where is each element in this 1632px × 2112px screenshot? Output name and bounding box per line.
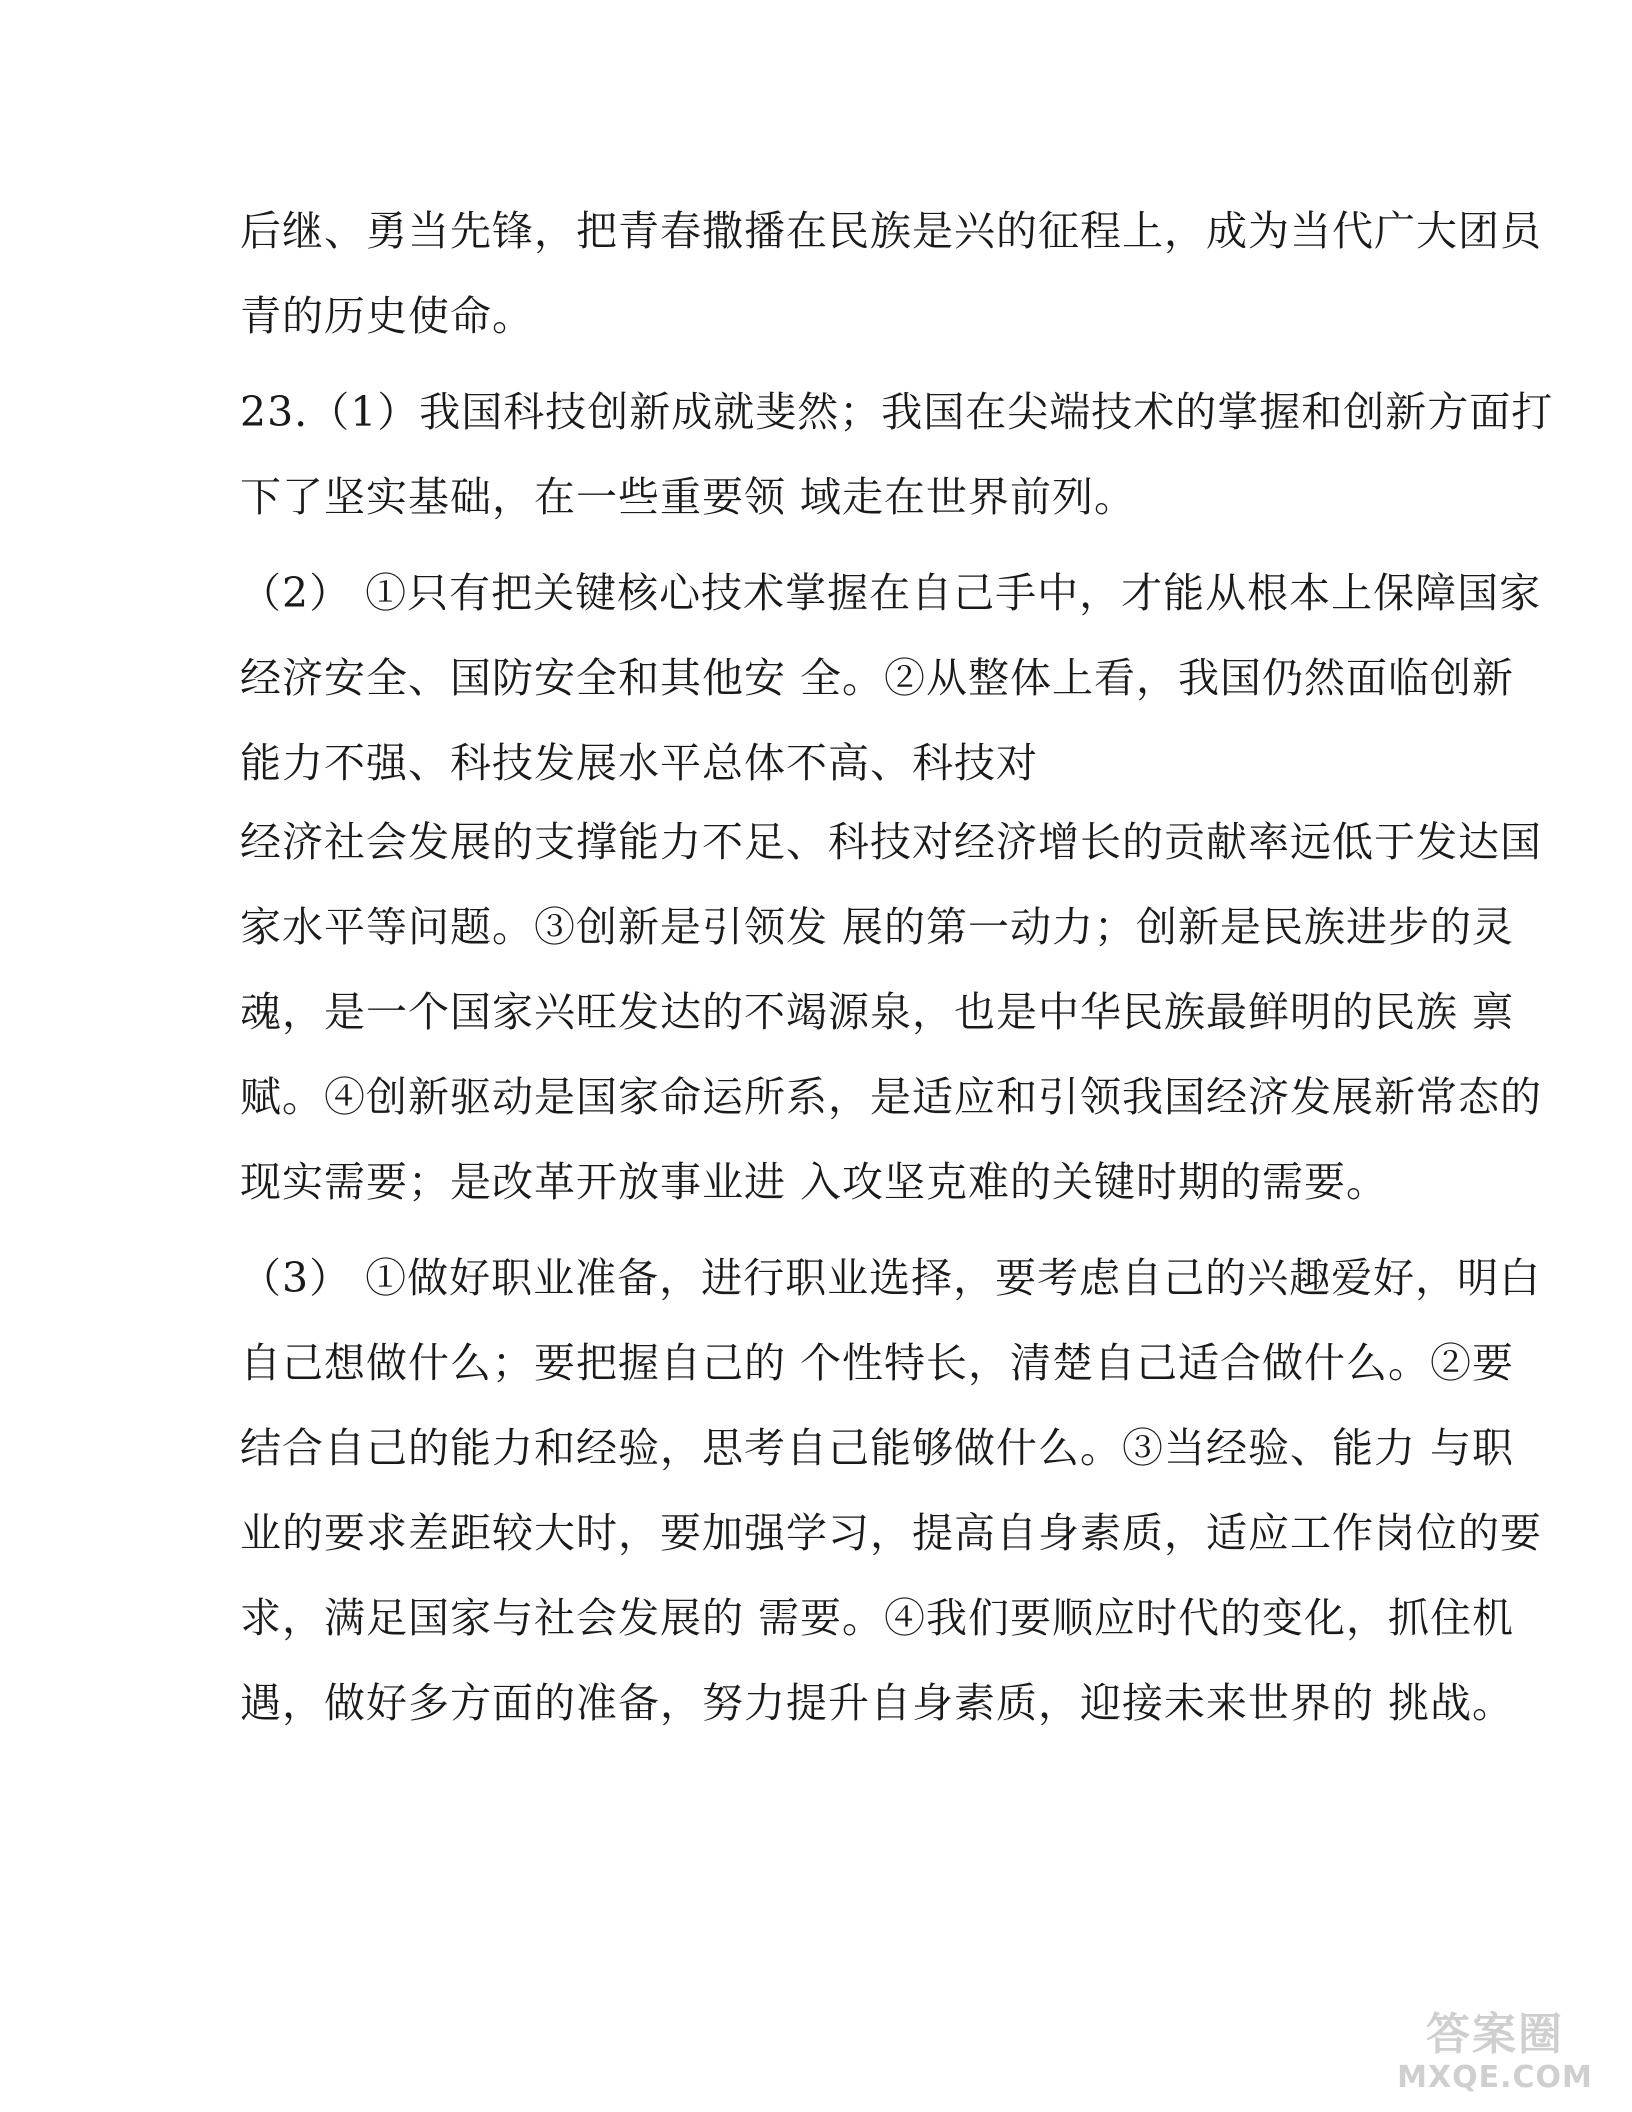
text-line: （3） ①做好职业准备，进行职业选择，要考虑自己的兴趣爱好，明白 [240,1254,1542,1302]
text-line: 魂，是一个国家兴旺发达的不竭源泉，也是中华民族最鲜明的民族 禀 [240,988,1515,1036]
text-line: 23.（1）我国科技创新成就斐然；我国在尖端技术的掌握和创新方面打 [240,388,1554,436]
text-line: （2） ①只有把关键核心技术掌握在自己手中，才能从根本上保障国家 [240,569,1542,617]
text-line: 结合自己的能力和经验，思考自己能够做什么。③当经验、能力 与职 [240,1424,1515,1472]
text-line: 赋。④创新驱动是国家命运所系，是适应和引领我国经济发展新常态的 [240,1073,1542,1121]
text-line: 求，满足国家与社会发展的 需要。④我们要顺应时代的变化，抓住机 [240,1594,1515,1642]
text-line: 青的历史使命。 [240,292,534,340]
text-line: 下了坚实基础，在一些重要领 域走在世界前列。 [240,473,1137,521]
text-line: 业的要求差距较大时，要加强学习，提高自身素质，适应工作岗位的要 [240,1509,1542,1557]
text-line: 后继、勇当先锋，把青春撒播在民族是兴的征程上，成为当代广大团员 [240,207,1542,255]
watermark-top-text: 答案圈 [1426,2009,1564,2060]
watermark-logo [1380,2009,1610,2104]
text-line: 遇，做好多方面的准备，努力提升自身素质，迎接未来世界的 挑战。 [240,1679,1515,1727]
text-line: 经济安全、国防安全和其他安 全。②从整体上看，我国仍然面临创新 [240,654,1515,702]
text-line: 自己想做什么；要把握自己的 个性特长，清楚自己适合做什么。②要 [240,1339,1515,1387]
text-line: 经济社会发展的支撑能力不足、科技对经济增长的贡献率远低于发达国 [240,818,1542,866]
watermark-bottom-text: MXQE.COM [1397,2060,1593,2095]
text-line: 家水平等问题。③创新是引领发 展的第一动力；创新是民族进步的灵 [240,903,1515,951]
text-line: 能力不强、科技发展水平总体不高、科技对 [240,739,1038,787]
text-line: 现实需要；是改革开放事业进 入攻坚克难的关键时期的需要。 [240,1158,1389,1206]
